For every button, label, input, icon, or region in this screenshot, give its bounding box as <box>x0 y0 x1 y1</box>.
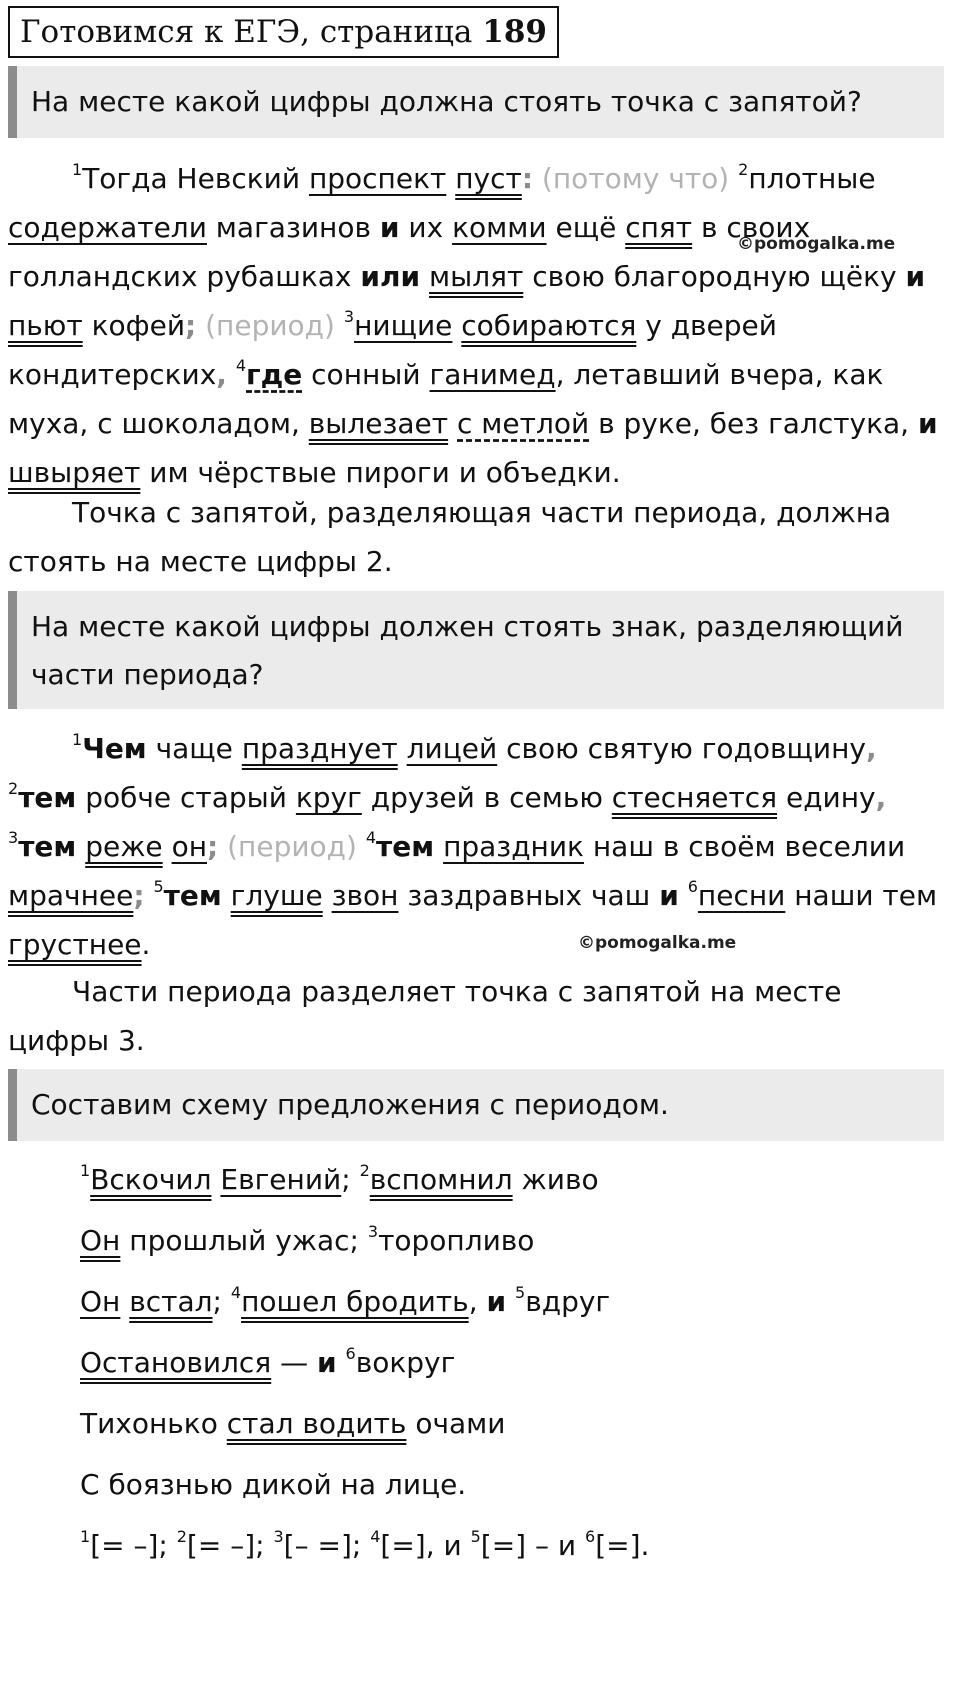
question-box-1 <box>8 66 944 138</box>
page-title-text: Готовимся к ЕГЭ, страница <box>20 14 483 50</box>
question-box-2 <box>8 591 944 709</box>
example-text-2: $^1$Чем чаще празднует лицей свою святую годовщину, $^2$тем робче старый круг друзей в семью стесняется едину, $^3$тем реже он; (период) $^4$тем праздник наш в своём веселии мрачнее; $^5$тем глуше звон заздравных чаш и $^6$песни наши тем грустнее. <box>8 729 938 961</box>
question-box-3 <box>8 1069 944 1141</box>
answer-text-1 <box>8 488 948 586</box>
question-text-2: На месте какой цифры должен стоять знак, разделяющий части периода? <box>31 610 904 691</box>
page-title <box>8 6 559 58</box>
answer-2: Части периода разделяет точка с запятой на месте цифры 3. <box>8 975 842 1057</box>
poem-line-5: Тихонько стал водить очами <box>80 1407 506 1440</box>
watermark-1: ©pomogalka.me <box>737 234 896 254</box>
answer-text-2 <box>8 967 948 1065</box>
poem-line-3: Он встал; $^4$пошел бродить, и $^5$вдруг <box>80 1282 611 1318</box>
answer-1: Точка с запятой, разделяющая части периода, должна стоять на месте цифры 2. <box>8 496 892 578</box>
sentence-scheme: $^1$[= –]; $^2$[= –]; $^3$[– =]; $^4$[=], и $^5$[=] – и $^6$[=]. <box>80 1526 650 1562</box>
page-number: 189 <box>482 14 547 50</box>
watermark-2: ©pomogalka.me <box>578 933 737 953</box>
question-text-1: На месте какой цифры должна стоять точка с запятой? <box>31 85 862 118</box>
poem-line-6: С боязнью дикой на лице. <box>80 1468 467 1501</box>
example-text-1: $^1$Тогда Невский проспект пуст: (потому что) $^2$плотные содержатели магазинов и их комми ещё спят в своих голландских рубашках или мылят свою благородную щёку и пьют кофей; (период) $^3$нищие собираются у дверей кондитерских, $^4$где сонный ганимед, летавший вчера, как муха, с шоколадом, вылезает с метлой в руке, без галстука, и швыряет им чёрствые пироги и объедки. <box>8 159 938 489</box>
question-text-3: Составим схему предложения с периодом. <box>31 1088 669 1121</box>
poem-line-1: $^1$Вскочил Евгений; $^2$вспомнил живо <box>80 1160 599 1196</box>
poem-line-2: Он прошлый ужас; $^3$торопливо <box>80 1221 535 1257</box>
poem-line-4: Остановился — и $^6$вокруг <box>80 1343 456 1379</box>
